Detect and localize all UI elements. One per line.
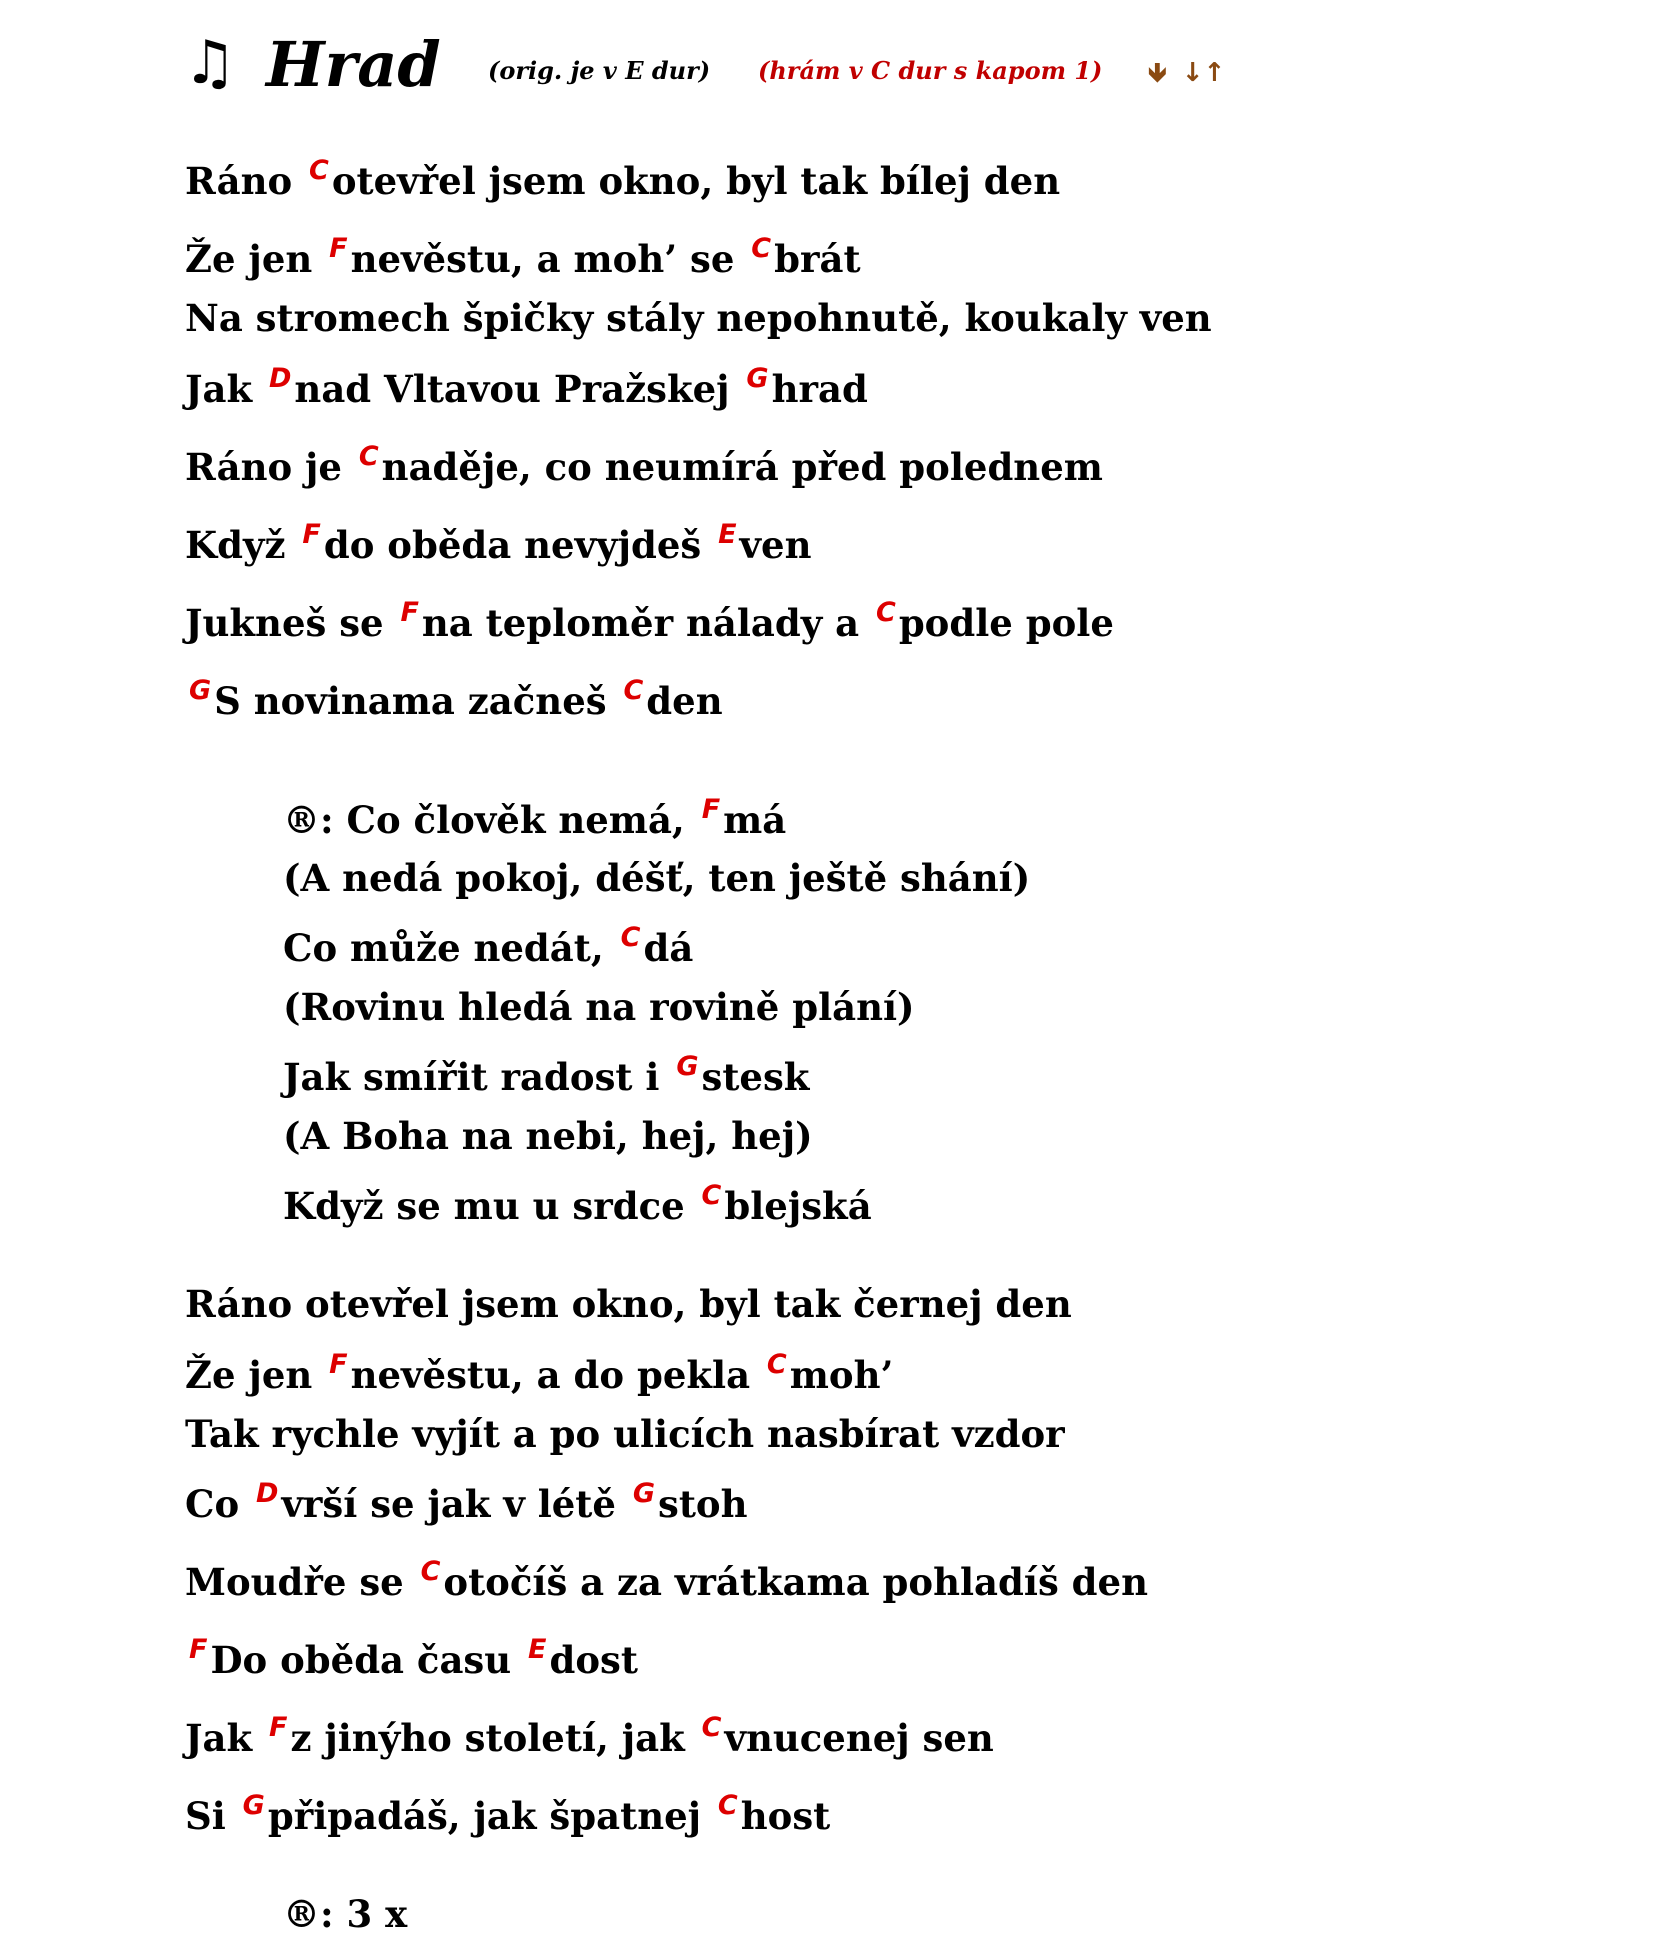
lyric-line [185, 675, 723, 724]
lyric-text: do oběda nevyjdeš [323, 523, 715, 567]
lyric-text: (A nedá pokoj, déšť, ten ještě shání) [283, 856, 1031, 900]
chord: C [358, 441, 379, 473]
lyric-text: Když [185, 523, 299, 567]
lyric-text: S novinama začneš [214, 679, 620, 723]
lyric-text: stesk [701, 1055, 810, 1099]
transpose-toggle-arrows-icon[interactable]: ↓↑ [1181, 58, 1226, 88]
lyric-text: Ráno je [185, 445, 355, 489]
lyric-text: (Rovinu hledá na rovině plání) [283, 985, 915, 1029]
lyric-text: nevěstu, a moh’ se [350, 237, 748, 281]
lyric-text: otočíš a za vrátkama pohladíš den [443, 1560, 1148, 1604]
lyric-text: Ráno [185, 159, 306, 203]
chord: F [329, 1349, 348, 1381]
lyric-text: Jak [185, 367, 265, 411]
chord: C [420, 1556, 441, 1588]
chord: C [701, 1712, 722, 1744]
lyric-line [185, 519, 812, 568]
lyric-text: ven [739, 523, 812, 567]
chord: C [875, 597, 896, 629]
chord: F [701, 794, 721, 826]
lyric-text: otevřel jsem okno, byl tak bílej den [331, 159, 1061, 203]
lyric-text: z jinýho století, jak [290, 1716, 698, 1760]
lyric-text: den [646, 679, 723, 723]
chord: C [717, 1790, 738, 1822]
chord: G [746, 363, 769, 395]
music-note-icon: ♫ [183, 28, 237, 98]
chord: C [309, 155, 329, 187]
lyric-line [185, 1281, 1072, 1327]
lyric-text: Si [185, 1794, 239, 1838]
chord: F [189, 1634, 208, 1666]
chord: G [676, 1051, 699, 1083]
played-key: (hrám v C dur s kapom 1) [758, 56, 1103, 85]
chord: C [620, 922, 641, 954]
lyric-text: vrší se jak v létě [281, 1482, 629, 1526]
transpose-controls [1148, 55, 1231, 91]
lyric-text: Že jen [185, 1353, 326, 1397]
lyric-text: brát [774, 237, 861, 281]
refrain-line [283, 1180, 872, 1229]
refrain-line [283, 794, 787, 843]
chord: G [189, 675, 212, 707]
lyric-text: Do oběda času [210, 1638, 525, 1682]
refrain-line [283, 922, 694, 971]
lyric-text: Na stromech špičky stály nepohnutě, koukaly ven [185, 296, 1212, 340]
lyric-text: dost [549, 1638, 638, 1682]
lyric-text: blejská [724, 1184, 872, 1228]
lyric-text: moh’ [789, 1353, 894, 1397]
chord: C [701, 1180, 722, 1212]
lyric-text: ®: 3 x [283, 1892, 408, 1936]
lyric-line [185, 363, 868, 412]
chord: F [400, 597, 419, 629]
lyric-text: nevěstu, a do pekla [350, 1353, 763, 1397]
lyric-text: hrad [771, 367, 868, 411]
transpose-down-arrow-icon[interactable]: 🡻 [1148, 58, 1167, 88]
lyric-text: Jukneš se [185, 601, 397, 645]
lyric-line [185, 1634, 638, 1683]
lyric-text: Když se mu u srdce [283, 1184, 698, 1228]
chord: C [623, 675, 644, 707]
lyric-line [185, 155, 1061, 204]
original-key: (orig. je v E dur) [488, 56, 711, 85]
lyric-line [185, 1790, 831, 1839]
lyric-line [185, 597, 1114, 646]
lyric-text: (A Boha na nebi, hej, hej) [283, 1114, 813, 1158]
chord: F [329, 233, 348, 265]
refrain-line [283, 984, 915, 1030]
lyric-text: Jak smířit radost i [283, 1055, 673, 1099]
lyric-text: připadáš, jak špatnej [267, 1794, 714, 1838]
refrain-line [283, 1113, 813, 1159]
chord: E [528, 1634, 547, 1666]
chord: E [718, 519, 737, 551]
refrain-repeat-line [283, 1891, 407, 1937]
chord: D [269, 363, 292, 395]
chord: D [256, 1478, 279, 1510]
refrain-line [283, 1051, 810, 1100]
lyric-line [185, 295, 1212, 341]
lyric-text: host [740, 1794, 831, 1838]
lyric-text: ®: Co člověk nemá, [283, 798, 698, 842]
chord: C [766, 1349, 787, 1381]
chord: F [302, 519, 321, 551]
chord: F [269, 1712, 288, 1744]
lyric-text: vnucenej sen [724, 1716, 994, 1760]
lyric-text: Ráno otevřel jsem okno, byl tak černej den [185, 1282, 1072, 1326]
lyric-text: má [723, 798, 787, 842]
lyric-line [185, 1556, 1148, 1605]
lyric-text: Tak rychle vyjít a po ulicích nasbírat vzdor [185, 1412, 1065, 1456]
refrain-line [283, 855, 1030, 901]
lyric-text: Co [185, 1482, 253, 1526]
lyric-text: naděje, co neumírá před polednem [381, 445, 1103, 489]
chord: G [632, 1478, 655, 1510]
lyric-line [185, 441, 1103, 490]
lyric-line [185, 1712, 994, 1761]
lyric-line [185, 1411, 1065, 1457]
lyric-line [185, 233, 861, 282]
lyric-text: dá [643, 926, 694, 970]
lyric-text: Že jen [185, 237, 326, 281]
song-title: Hrad [266, 28, 441, 101]
song-header [183, 22, 1583, 112]
lyric-text: Jak [185, 1716, 265, 1760]
lyric-text: stoh [658, 1482, 748, 1526]
chord: G [242, 1790, 265, 1822]
lyric-text: Co může nedát, [283, 926, 617, 970]
lyric-text: nad Vltavou Pražskej [294, 367, 743, 411]
chord: C [751, 233, 772, 265]
lyric-line [185, 1478, 748, 1527]
lyric-text: na teploměr nálady a [421, 601, 872, 645]
lyric-text: podle pole [898, 601, 1114, 645]
lyric-text: Moudře se [185, 1560, 417, 1604]
lyric-line [185, 1349, 894, 1398]
